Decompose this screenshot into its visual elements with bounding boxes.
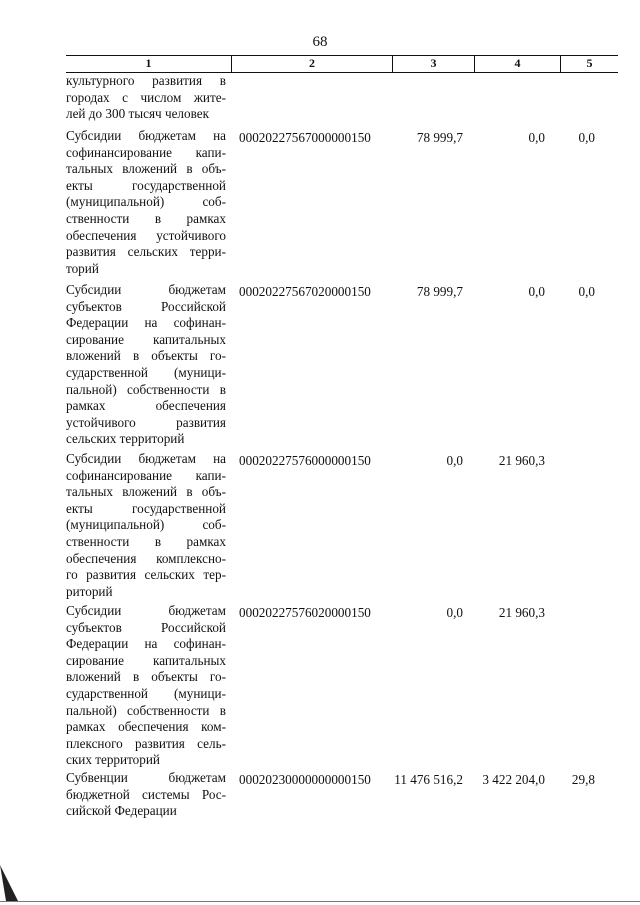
row-name-line: вложений в объекты го- (66, 348, 226, 364)
row-name-line: (муниципальной) соб- (66, 194, 226, 210)
row-name-line: го развития сельских тер- (66, 567, 226, 583)
row-name-line: (муниципальной) соб- (66, 517, 226, 533)
row-name-line: сийской Федерации (66, 803, 177, 819)
row-value-col4: 21 960,3 (498, 453, 545, 468)
row-name-line: тальных вложений в объ- (66, 161, 226, 177)
row-name-line: екты государственной (66, 500, 226, 516)
row-code: 00020227567000000150 (239, 130, 371, 145)
row-code: 00020227576020000150 (239, 605, 371, 620)
row-name (66, 770, 226, 820)
row-name (66, 73, 226, 123)
page-number: 68 (312, 34, 328, 50)
row-value-col5: 0,0 (578, 284, 595, 299)
row-name-line: торий (66, 260, 99, 276)
row-name-line: устойчивого развития (66, 414, 226, 430)
row-name-line: риторий (66, 583, 113, 599)
row-code: 00020230000000000150 (239, 772, 371, 787)
row-name-line: ственности в рамках (66, 533, 226, 549)
column-header-5: 5 (586, 56, 593, 70)
row-name-line: тальных вложений в объ- (66, 484, 226, 500)
row-value-col5: 0,0 (578, 130, 595, 145)
row-name-line: екты государственной (66, 177, 226, 193)
row-value-col3: 0,0 (446, 453, 463, 468)
column-header-2: 2 (309, 56, 315, 70)
row-name-line: бюджетной системы Рос- (66, 786, 226, 802)
row-value-col3: 0,0 (446, 605, 463, 620)
row-name (66, 282, 226, 448)
row-name (66, 451, 226, 600)
row-value-col4: 0,0 (528, 130, 545, 145)
row-name-line: субъектов Российской (66, 619, 226, 635)
row-value-col4: 3 422 204,0 (482, 772, 545, 787)
page-bottom-edge (0, 901, 640, 902)
row-name-line: ских территорий (66, 752, 160, 768)
column-header-4: 4 (514, 56, 521, 70)
row-name-line: сирование капитальных (66, 331, 226, 347)
row-name-line: Субсидии бюджетам на (66, 128, 226, 143)
row-name-line: Субсидии бюджетам (66, 603, 226, 618)
row-name (66, 128, 226, 277)
row-name-line: лей до 300 тысяч человек (66, 106, 210, 122)
column-header-3: 3 (430, 56, 437, 70)
row-name-line: софинансирование капи- (66, 144, 226, 160)
row-code: 00020227576000000150 (239, 453, 371, 468)
row-name-line: пальной) собственности в (66, 702, 226, 718)
row-value-col4: 21 960,3 (498, 605, 545, 620)
row-name-line: пальной) собственности в (66, 381, 226, 397)
row-name-line: городах с числом жите- (66, 89, 226, 105)
row-value-col3: 78 999,7 (416, 284, 463, 299)
row-name-line: Субвенции бюджетам (66, 770, 226, 785)
row-name-line: вложений в объекты го- (66, 669, 226, 685)
page-corner-mark (0, 861, 24, 905)
row-value-col5: 29,8 (571, 772, 595, 787)
column-header-1: 1 (145, 56, 152, 70)
row-name-line: сельских территорий (66, 431, 185, 447)
row-name-line: сударственной (муници- (66, 685, 226, 701)
row-name-line: софинансирование капи- (66, 467, 226, 483)
row-name-line: развития сельских терри- (66, 244, 226, 260)
row-name-line: сирование капитальных (66, 652, 226, 668)
row-name-line: обеспечения устойчивого (66, 227, 226, 243)
row-name-line: ственности в рамках (66, 210, 226, 226)
row-value-col4: 0,0 (528, 284, 545, 299)
row-name-line: субъектов Российской (66, 298, 226, 314)
row-name-line: рамках обеспечения ком- (66, 719, 226, 735)
row-name-line: Субсидии бюджетам на (66, 451, 226, 466)
row-name-line: плексного развития сель- (66, 735, 226, 751)
row-name-line: обеспечения комплексно- (66, 550, 226, 566)
row-name-line: сударственной (муници- (66, 364, 226, 380)
row-name-line: Субсидии бюджетам (66, 282, 226, 297)
row-value-col3: 11 476 516,2 (394, 772, 463, 787)
row-name-line: Федерации на софинан- (66, 315, 226, 331)
row-value-col3: 78 999,7 (416, 130, 463, 145)
row-name-line: рамках обеспечения (66, 398, 226, 414)
row-name (66, 603, 226, 769)
row-name-line: культурного развития в (66, 73, 226, 88)
row-name-line: Федерации на софинан- (66, 636, 226, 652)
row-code: 00020227567020000150 (239, 284, 371, 299)
